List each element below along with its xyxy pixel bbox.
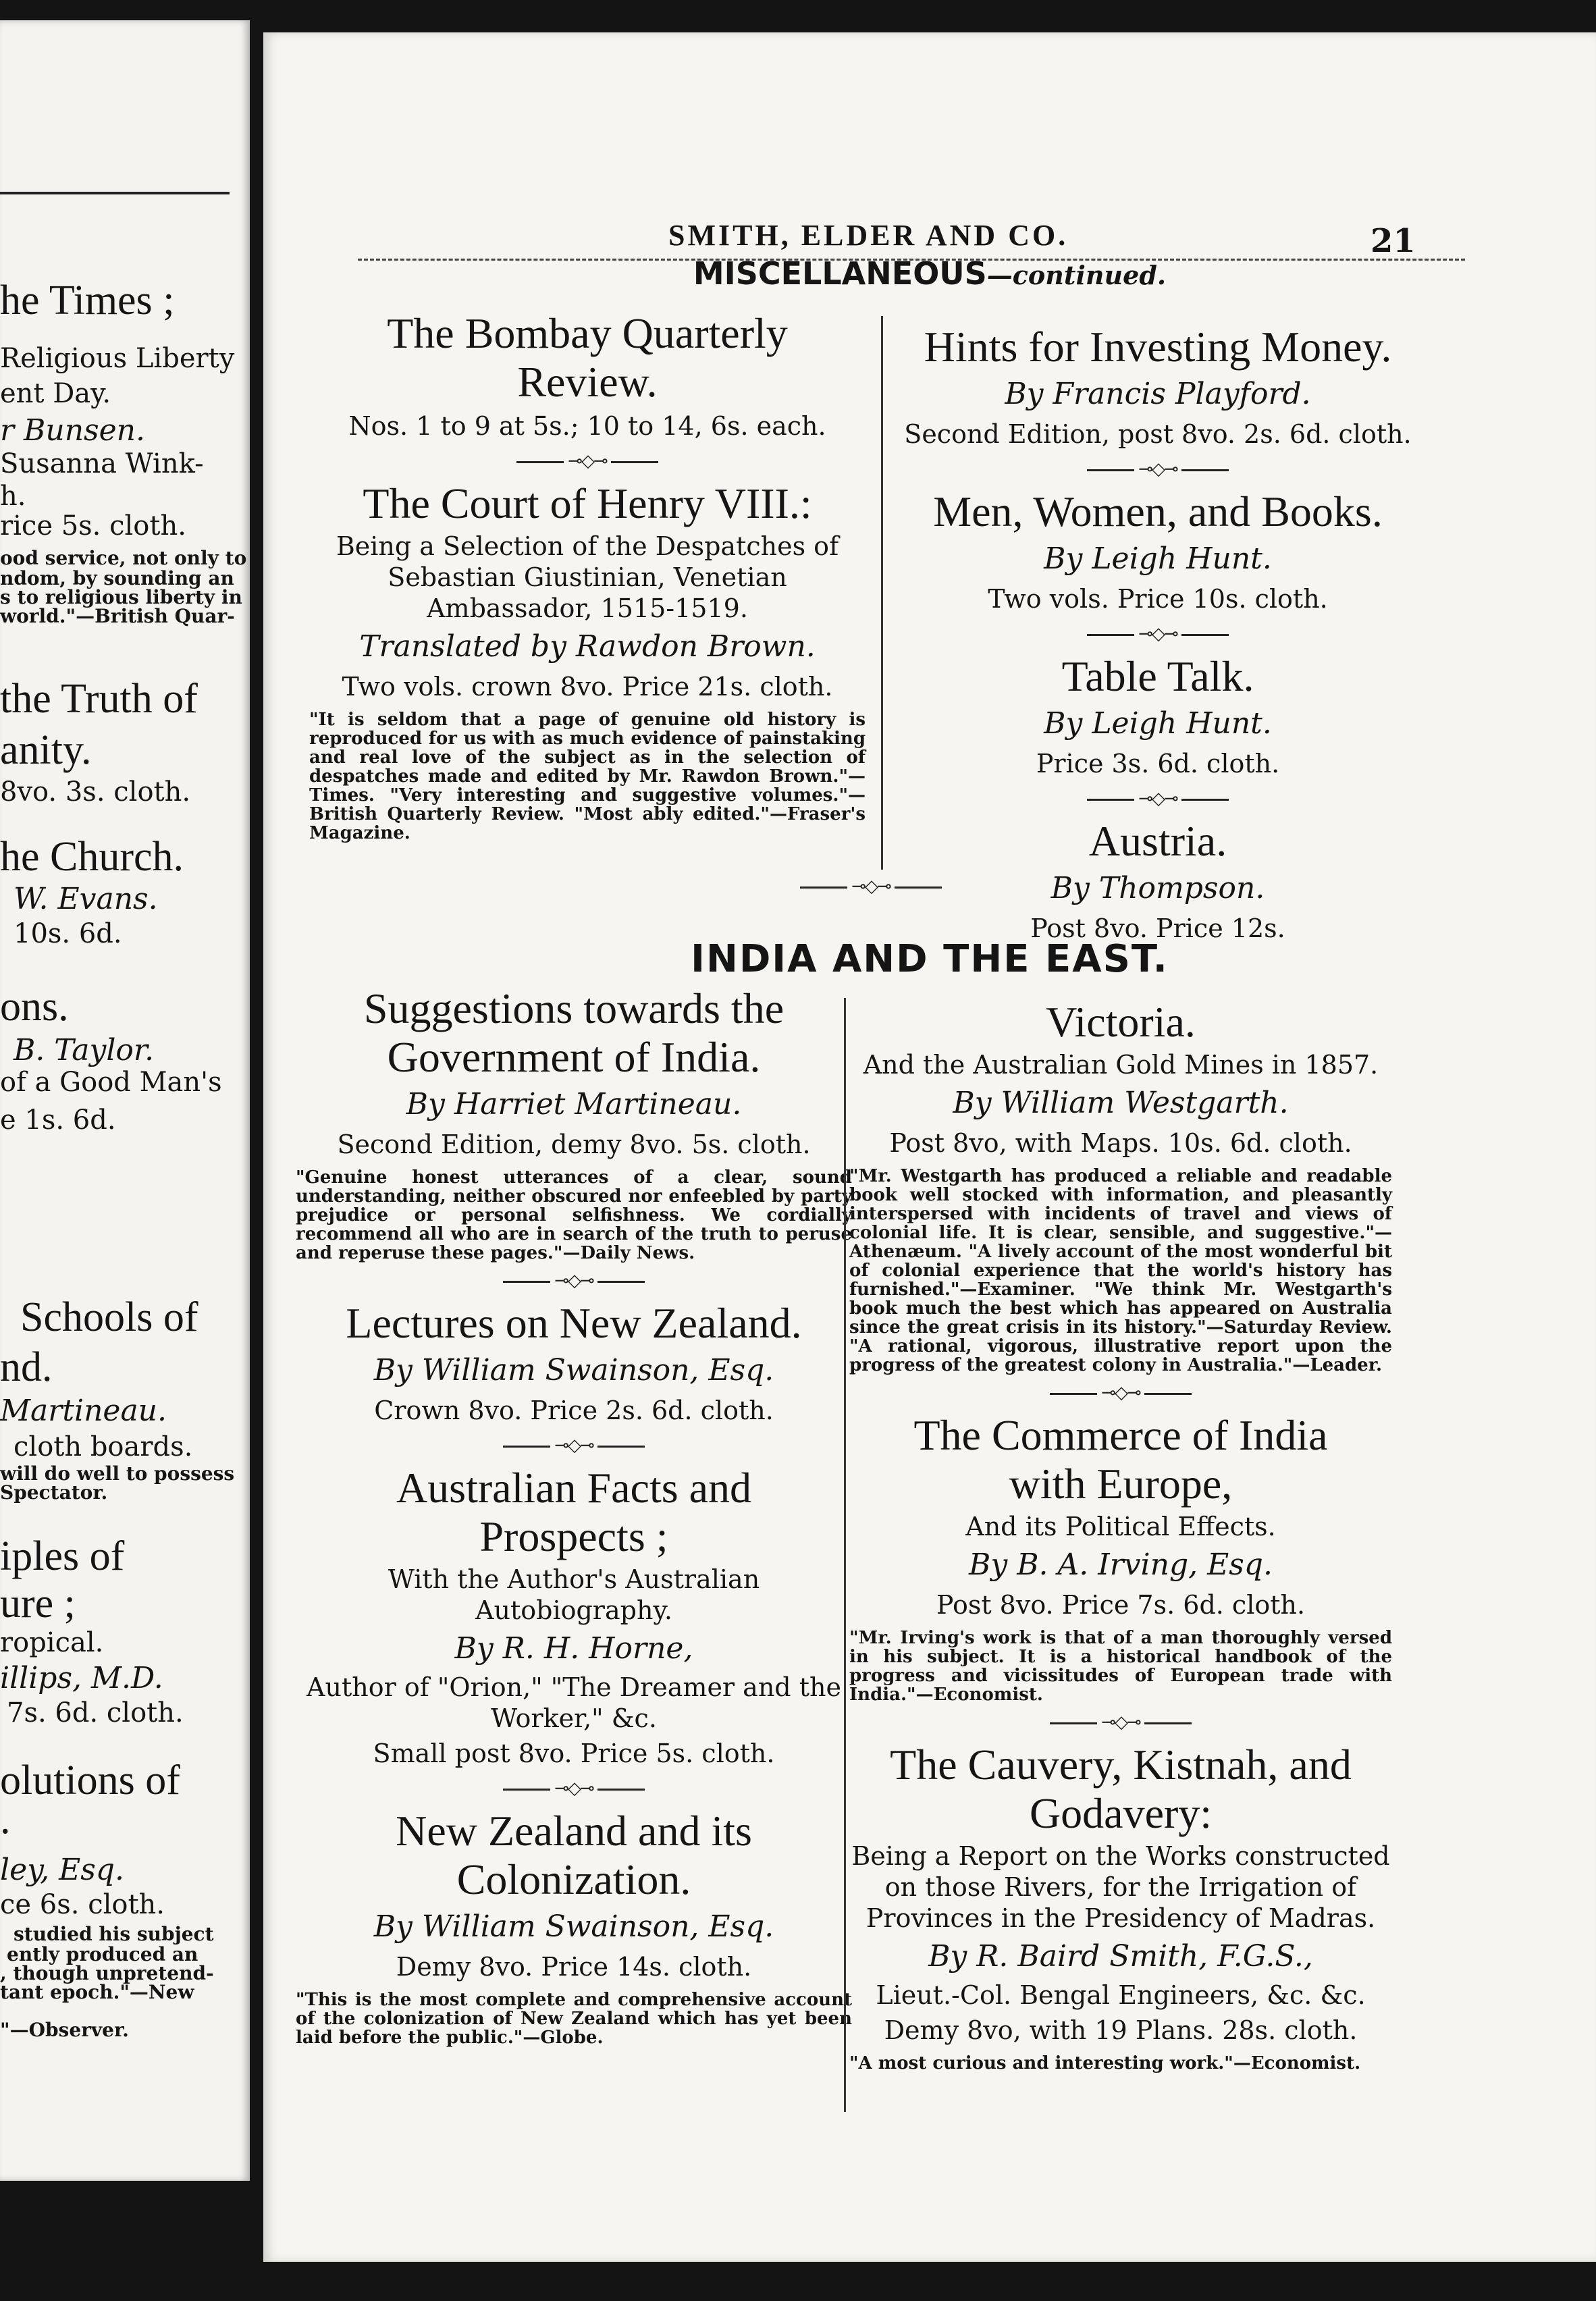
left-page-text-fragment: he Church. [0,834,184,880]
book-entry [844,998,1398,1375]
left-page-text-fragment: 7s. 6d. cloth. [7,1697,184,1728]
left-page-text-fragment: ndom, by sounding an [0,567,234,589]
book-subtitle: And its Political Effects. [965,1512,1276,1541]
book-title: The Commerce of India [913,1411,1328,1459]
press-review: "Genuine honest utterances of a clear, sound understanding, neither obscured nor enfeebled by party prejudice or personal selfishness. We cordially recommend all who are in search of the truth to peruse and reperuse these pages."—Daily News. [296,1167,852,1263]
left-page-text-fragment: anity. [0,727,92,773]
left-page-text-fragment: Religious Liberty [0,343,235,374]
left-page-text-fragment: h. [0,481,26,512]
book-price: Small post 8vo. Price 5s. cloth. [373,1739,775,1768]
book-price: Post 8vo. Price 7s. 6d. cloth. [936,1590,1306,1620]
left-page-text-fragment: s to religious liberty in [0,586,242,608]
book-price: Price 3s. 6d. cloth. [1036,749,1280,778]
entry-ornament: ⊸◇⊸ [891,459,1425,479]
book-price: Nos. 1 to 9 at 5s.; 10 to 14, 6s. each. [348,411,826,441]
book-title: Prospects ; [479,1512,668,1560]
entry-ornament: ⊸◇⊸ [844,1383,1398,1403]
left-page-text-fragment: Martineau. [0,1394,167,1428]
left-page-text-fragment: ently produced an [7,1943,198,1965]
book-author: Translated by Rawdon Brown. [359,629,816,664]
left-page-text-fragment: ent Day. [0,378,111,409]
book-author: By William Westgarth. [953,1086,1289,1120]
book-author: By B. A. Irving, Esq. [969,1548,1273,1582]
left-page-text-fragment: 8vo. 3s. cloth. [0,776,191,808]
book-subtitle: Being a Selection of the Despatches of Sebastian Giustinian, Venetian Ambassador, 1515-1519. [336,531,839,623]
book-author: By Thompson. [1050,871,1265,905]
press-review: "Mr. Westgarth has produced a reliable and readable book well stocked with information, and pleasantly interspersed with incidents of travel and views of colonial life. It is clear, sensible, and suggestive."—Athenæum. "A lively account of the most wonderful bit of colonial experience that the world's history has furnished."—Examiner. "We think Mr. Westgarth's book much the best which has appeared on Australia since the great crisis in its history."—Saturday Review. "A rational, vigorous, illustrative report upon the progress of the greatest colony in Australia."—Leader. [849,1166,1392,1375]
book-subtitle: And the Australian Gold Mines in 1857. [863,1050,1379,1080]
left-page-text-fragment: iples of [0,1533,125,1579]
book-price: Crown 8vo. Price 2s. 6d. cloth. [374,1396,774,1425]
entry-ornament: ⊸◇⊸ [891,624,1425,644]
book-title: Government of India. [387,1033,761,1081]
left-page-text-fragment: ure ; [0,1581,76,1626]
india-right-column [844,998,1398,2081]
book-title: Table Talk. [1061,652,1254,700]
book-subtitle: With the Author's Australian Autobiography. [388,1564,760,1625]
press-review: "A most curious and interesting work."—Economist. [849,2053,1361,2073]
entry-ornament: ⊸◇⊸ [290,1435,857,1456]
book-subtitle: Lieut.-Col. Bengal Engineers, &c. &c. [876,1980,1366,2010]
left-page-text-fragment: Susanna Wink- [0,448,204,479]
entry-ornament: ⊸◇⊸ [290,1778,857,1799]
book-price: Two vols. crown 8vo. Price 21s. cloth. [342,672,833,702]
book-author: By Leigh Hunt. [1044,541,1272,576]
book-title: Australian Facts and [396,1464,752,1512]
left-page-text-fragment: tant epoch."—New [0,1981,194,2003]
book-entry [891,323,1425,451]
left-page-text-fragment: W. Evans. [14,882,158,916]
book-title: The Bombay Quarterly [387,309,788,357]
left-page-text-fragment: 10s. 6d. [14,918,122,949]
book-title: Men, Women, and Books. [933,487,1383,535]
book-author: By R. Baird Smith, F.G.S., [928,1939,1313,1974]
book-author: By William Swainson, Esq. [373,1909,774,1944]
book-entry [304,479,871,843]
book-entry [844,1411,1398,1704]
left-header-rule [0,192,230,194]
left-page-text-fragment: studied his subject [14,1923,214,1945]
press-review: "It is seldom that a page of genuine old history is reproduced for us with as much evidence of painstaking and real love of the subject as in the selection of despatches made and edited by Mr. Rawdon Brown."—Times. "Very interesting and suggestive volumes."—British Quarterly Review. "Most ably edited."—Fraser's Magazine. [309,710,866,843]
publisher-header: SMITH, ELDER AND CO. [668,219,1069,252]
left-page-text-fragment: ce 6s. cloth. [0,1889,165,1920]
left-page-text-fragment: will do well to possess [0,1462,235,1485]
book-title: Hints for Investing Money. [924,323,1392,371]
book-price: Post 8vo, with Maps. 10s. 6d. cloth. [889,1128,1352,1158]
left-page-text-fragment: illips, M.D. [0,1661,163,1695]
left-page-text-fragment: cloth boards. [14,1431,193,1462]
india-left-column [290,984,857,2055]
book-subtitle: Author of "Orion," "The Dreamer and the Worker," &c. [307,1672,841,1733]
left-page-text-fragment: ley, Esq. [0,1853,124,1887]
book-entry [891,487,1425,616]
book-title: with Europe, [1009,1460,1233,1508]
section-title-miscellaneous [263,255,1596,292]
book-entry [891,817,1425,945]
entry-ornament: ⊸◇⊸ [304,451,871,471]
left-page-text-fragment: nd. [0,1344,53,1390]
section-continued-text: —continued. [986,260,1167,290]
misc-right-column [891,323,1425,953]
book-price: Second Edition, post 8vo. 2s. 6d. cloth. [904,419,1412,449]
left-page-text-fragment: Spectator. [0,1481,108,1504]
book-title: Lectures on New Zealand. [346,1299,802,1347]
left-page-fragment [0,20,250,2181]
press-review: "Mr. Irving's work is that of a man thoroughly versed in his subject. It is a historical handbook of the progress and vicissitudes of European trade with India."—Economist. [849,1628,1392,1705]
press-review: "This is the most complete and comprehensive account of the colonization of New Zealand which has yet been laid before the public."—Globe. [296,1990,852,2048]
misc-left-column [304,309,871,851]
book-price: Demy 8vo, with 19 Plans. 28s. cloth. [884,2015,1358,2045]
book-entry [304,309,871,443]
running-header [263,184,1596,265]
book-title: Review. [517,358,658,406]
book-entry [290,984,857,1263]
book-title: Austria. [1088,817,1227,865]
left-page-text-fragment: . [0,1797,11,1843]
left-page-text-fragment: B. Taylor. [14,1033,155,1067]
left-page-text-fragment: of a Good Man's [0,1067,222,1098]
left-page-text-fragment: rice 5s. cloth. [0,510,186,541]
left-page-text-fragment: he Times ; [0,277,175,323]
book-author: By Harriet Martineau. [406,1087,742,1121]
book-author: By Francis Playford. [1005,377,1311,411]
book-title: Victoria. [1046,998,1196,1046]
column-divider [881,316,883,870]
entry-ornament: ⊸◇⊸ [290,1271,857,1291]
left-page-text-fragment: the Truth of [0,676,198,722]
left-page-text-fragment: olutions of [0,1757,180,1803]
book-title: New Zealand and its [396,1807,752,1855]
book-title: Godavery: [1029,1789,1213,1837]
book-price: Post 8vo. Price 12s. [1030,914,1285,943]
section-title-india: INDIA AND THE EAST. [691,937,1169,981]
book-author: By William Swainson, Esq. [373,1353,774,1387]
book-entry [290,1807,857,2047]
book-author: By R. H. Horne, [454,1631,693,1666]
left-page-text-fragment: ons. [0,984,69,1030]
book-author: By Leigh Hunt. [1044,706,1272,741]
section-title-text: MISCELLANEOUS [693,255,987,292]
right-page [263,32,1596,2262]
left-page-text-fragment: Schools of [20,1294,198,1340]
book-subtitle: Being a Report on the Works constructed on those Rivers, for the Irrigation of Provinces in the Presidency of Madras. [851,1841,1390,1933]
left-page-text-fragment: , though unpretend- [0,1962,214,1984]
left-page-text-fragment: e 1s. 6d. [0,1105,116,1136]
book-entry [891,652,1425,781]
left-page-text-fragment: world."—British Quar- [0,605,235,627]
section-ornament: ⊸◇⊸ [783,876,959,897]
book-entry [844,1741,1398,2073]
book-price: Demy 8vo. Price 14s. cloth. [396,1952,752,1982]
page-number: 21 [1371,222,1416,260]
book-price: Second Edition, demy 8vo. 5s. cloth. [337,1130,811,1159]
left-page-text-fragment: r Bunsen. [0,413,145,448]
left-page-text-fragment: ood service, not only to [0,547,247,569]
book-entry [290,1299,857,1427]
book-title: The Cauvery, Kistnah, and [890,1741,1352,1789]
book-title: The Court of Henry VIII.: [363,479,812,527]
left-page-text-fragment: "—Observer. [0,2019,129,2041]
book-title: Colonization. [456,1855,691,1903]
book-entry [290,1464,857,1770]
book-price: Two vols. Price 10s. cloth. [988,584,1328,614]
entry-ornament: ⊸◇⊸ [844,1712,1398,1733]
entry-ornament: ⊸◇⊸ [891,789,1425,809]
left-page-text-fragment: ropical. [0,1627,104,1658]
book-title: Suggestions towards the [363,984,784,1032]
